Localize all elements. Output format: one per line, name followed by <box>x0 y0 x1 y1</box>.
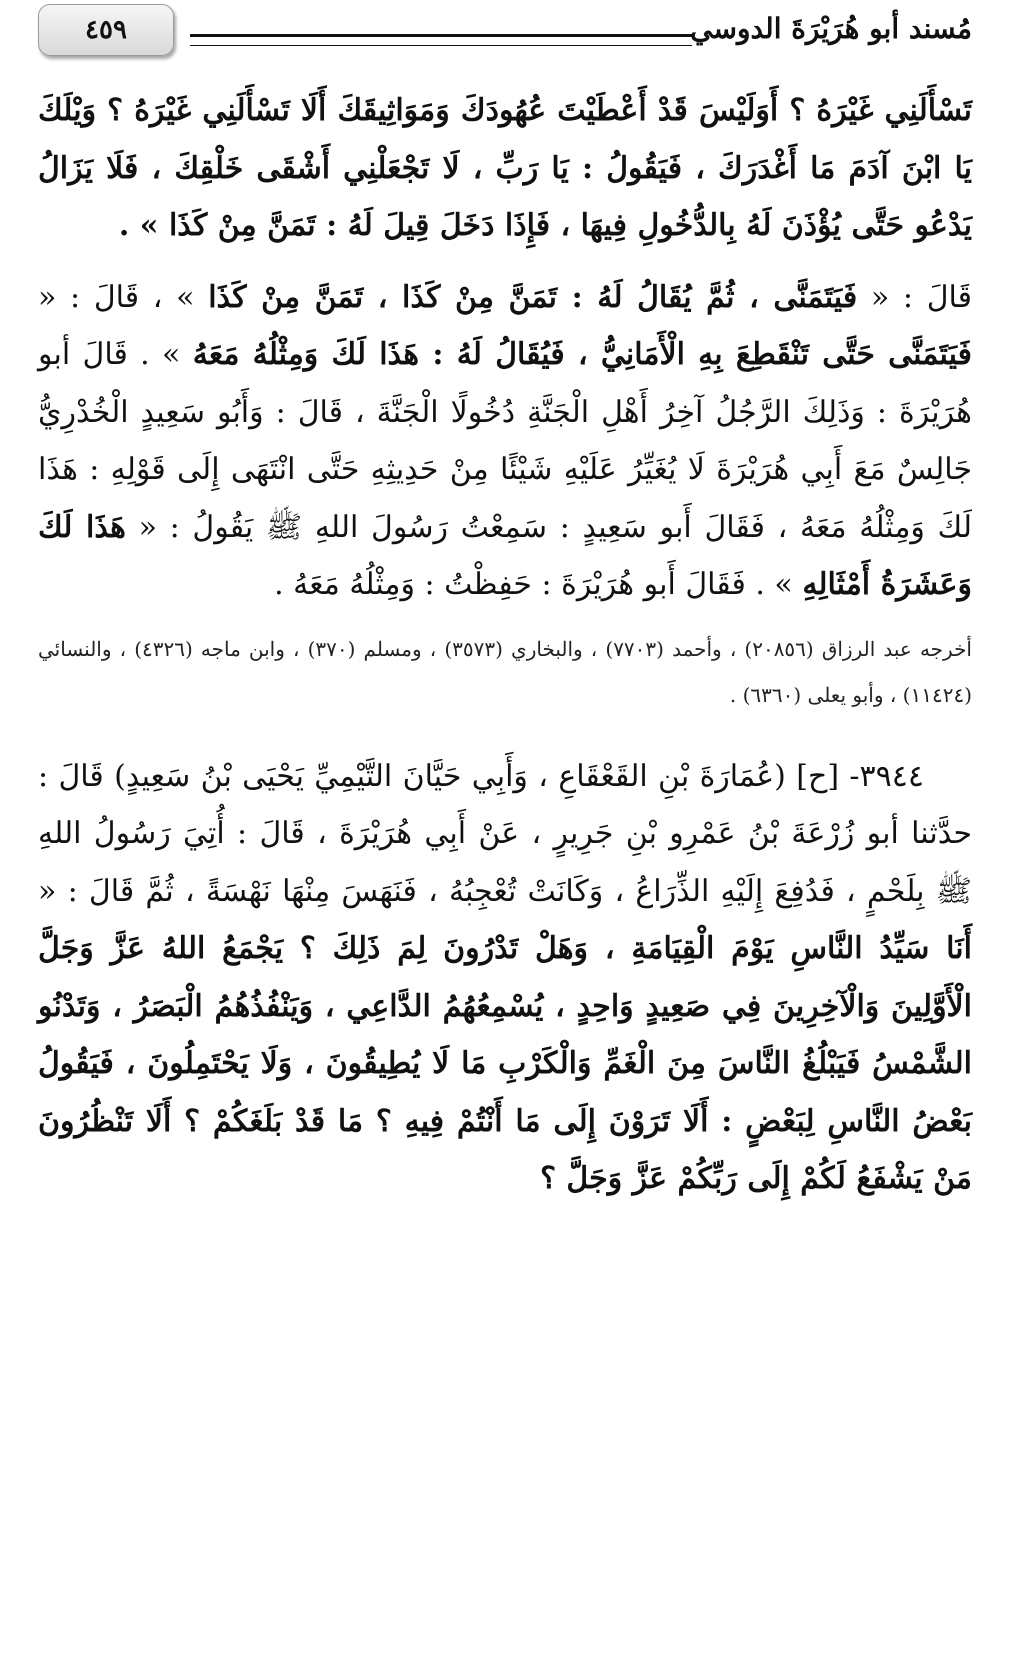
page-number-badge <box>38 4 174 56</box>
text-span: قَالَ : « <box>870 279 972 315</box>
takhrij-footnote: أخرجه عبد الرزاق (٢٠٨٥٦) ، وأحمد (٧٧٠٣) ، والبخاري (٣٥٧٣) ، ومسلم (٣٧٠) ، وابن ماجه (٤٣٢٦) ، والنسائي (١١٤٢٤) ، وأبو يعلى (٦٣٦٠) . <box>38 636 972 707</box>
bold-quote: فَيَتَمَنَّى حَتَّى تَنْقَطِعَ بِهِ الْأَمَانِيُّ ، فَيُقَالُ لَهُ : هَذَا لَكَ وَمِثْلُهُ مَعَهُ <box>192 337 972 372</box>
text-span: » ، قَالَ : « <box>38 279 195 315</box>
paragraph-continued: تَسْأَلَنِي غَيْرَهُ ؟ أَوَلَيْسَ قَدْ أَعْطَيْتَ عُهُودَكَ وَمَوَاثِيقَكَ أَلَا تَسْأَلَنِي غَيْرَهُ ؟ وَيْلَكَ يَا ابْنَ آدَمَ مَا أَغْدَرَكَ ، فَيَقُولُ : يَا رَبِّ ، لَا تَجْعَلْنِي أَشْقَى خَلْقِكَ ، فَلَا يَزَالُ يَدْعُو حَتَّى يُؤْذَنَ لَهُ بِالدُّخُولِ فِيهَا ، فَإِذَا دَخَلَ قِيلَ لَهُ : تَمَنَّ مِنْ كَذَا » . <box>38 93 972 243</box>
hadith-number: ٣٩٤٤- <box>849 758 924 794</box>
page-content <box>38 82 972 1208</box>
hadith-paragraph <box>38 748 972 1208</box>
bold-quote: هَذَا لَكَ وَعَشَرَةُ أَمْثَالِهِ <box>38 509 972 602</box>
page-number: ٤٥٩ <box>85 15 127 45</box>
hadith-isnad: [ح] (عُمَارَةَ بْنِ القَعْقَاعِ ، وَأَبِي حَيَّانَ التَّيْمِيِّ يَحْيَى بْنُ سَعِيدٍ) قَالَ : حدَّثنا أبو زُرْعَةَ بْنُ عَمْرِو بْنِ جَرِيرٍ ، عَنْ أَبِي هُرَيْرَةَ ، قَالَ : أُتِيَ رَسُولُ اللهِ ﷺ بِلَحْمٍ ، فَدُفِعَ إِلَيْهِ الذِّرَاعُ ، وَكَانَتْ تُعْجِبُهُ ، فَنَهَسَ مِنْهَا نَهْسَةً ، ثُمَّ قَالَ : « <box>38 758 972 909</box>
paragraph-main <box>38 269 972 614</box>
page-header <box>0 0 1010 80</box>
hadith-matn: أَنَا سَيِّدُ النَّاسِ يَوْمَ الْقِيَامَةِ ، وَهَلْ تَدْرُونَ لِمَ ذَلِكَ ؟ يَجْمَعُ اللهُ عَزَّ وَجَلَّ الْأَوَّلِينَ وَالْآخِرِينَ فِي صَعِيدٍ وَاحِدٍ ، يُسْمِعُهُمُ الدَّاعِي ، وَيَنْفُذُهُمُ الْبَصَرُ ، وَتَدْنُو الشَّمْسُ فَيَبْلُغُ النَّاسَ مِنَ الْغَمِّ وَالْكَرْبِ مَا لَا يُطِيقُونَ ، وَلَا يَحْتَمِلُونَ ، فَيَقُولُ بَعْضُ النَّاسِ لِبَعْضٍ : أَلَا تَرَوْنَ إِلَى مَا أَنْتُمْ فِيهِ ؟ مَا قَدْ بَلَغَكُمْ ؟ أَلَا تَنْظُرُونَ مَنْ يَشْفَعُ لَكُمْ إِلَى رَبِّكُمْ عَزَّ وَجَلَّ ؟ <box>38 931 972 1196</box>
text-span: » . قَالَ أبو هُرَيْرَةَ : وَذَلِكَ الرَّجُلُ آخِرُ أَهْلِ الْجَنَّةِ دُخُولًا الْجَنَّةَ ، قَالَ : وَأَبُو سَعِيدٍ الْخُدْرِيُّ جَالِسٌ مَعَ أَبِي هُرَيْرَةَ لَا يُغَيِّرُ عَلَيْهِ شَيْئًا مِنْ حَدِيثِهِ حَتَّى انْتَهَى إِلَى قَوْلِهِ : هَذَا لَكَ وَمِثْلُهُ مَعَهُ ، فَقَالَ أَبو سَعِيدٍ : سَمِعْتُ رَسُولَ اللهِ ﷺ يَقُولُ : « <box>38 337 972 545</box>
text-span: » . فَقَالَ أَبو هُرَيْرَةَ : حَفِظْتُ : وَمِثْلُهُ مَعَهُ . <box>274 567 793 602</box>
hadith-entry <box>38 748 972 1208</box>
running-title: مُسند أبو هُرَيْرَةَ الدوسي <box>690 12 972 45</box>
bold-quote: فَيَتَمَنَّى ، ثُمَّ يُقَالُ لَهُ : تَمَنَّ مِنْ كَذَا ، تَمَنَّ مِنْ كَذَا <box>208 279 858 315</box>
header-rule <box>190 34 692 46</box>
